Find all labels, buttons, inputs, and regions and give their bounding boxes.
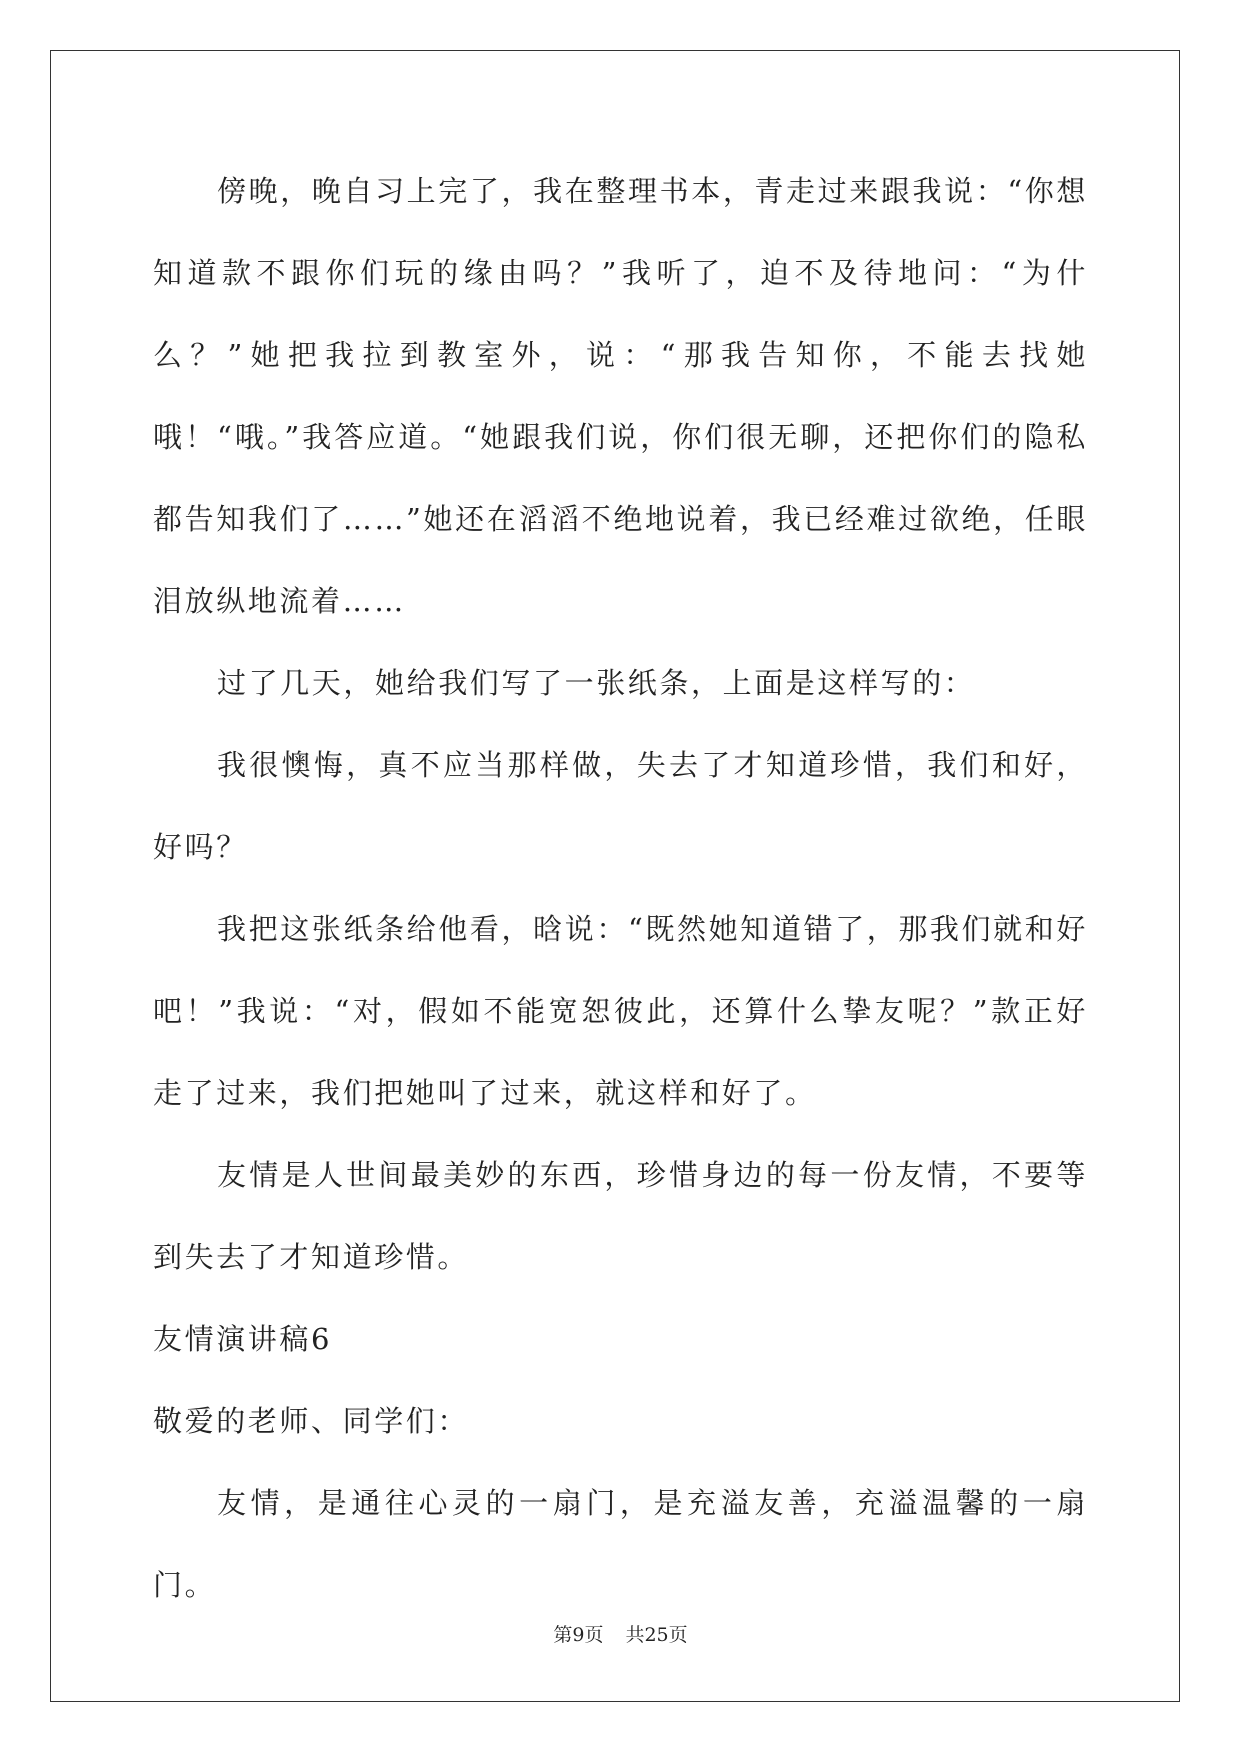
- paragraph-3: 我很懊悔，真不应当那样做，失去了才知道珍惜，我们和好，好吗？: [153, 748, 1088, 864]
- paragraph-1: 傍晚，晚自习上完了，我在整理书本，青走过来跟我说：“你想知道款不跟你们玩的缘由吗？”我听了，迫不及待地问：“为什么？”她把我拉到教室外，说：“那我告知你，不能去找她哦！“哦。”我答应道。“她跟我们说，你们很无聊，还把你们的隐私都告知我们了……”她还在滔滔不绝地说着，我已经难过欲绝，任眼泪放纵地流着……: [153, 174, 1088, 618]
- section-title: 友情演讲稿6: [153, 1322, 333, 1356]
- document-body: [153, 150, 1088, 1626]
- paragraph-4: 我把这张纸条给他看，晗说：“既然她知道错了，那我们就和好吧！”我说：“对，假如不能宽恕彼此，还算什么挚友呢？”款正好走了过来，我们把她叫了过来，就这样和好了。: [153, 912, 1088, 1110]
- opening-paragraph: 友情，是通往心灵的一扇门，是充溢友善，充溢温馨的一扇门。: [153, 1486, 1088, 1602]
- page-total: 共25页: [625, 1624, 688, 1646]
- page-footer: [0, 1620, 1241, 1647]
- paragraph-5: 友情是人世间最美妙的东西，珍惜身边的每一份友情，不要等到失去了才知道珍惜。: [153, 1158, 1088, 1274]
- salutation: 敬爱的老师、同学们：: [153, 1404, 470, 1438]
- paragraph-2: 过了几天，她给我们写了一张纸条，上面是这样写的：: [217, 666, 976, 700]
- page-number: 第9页: [553, 1624, 604, 1646]
